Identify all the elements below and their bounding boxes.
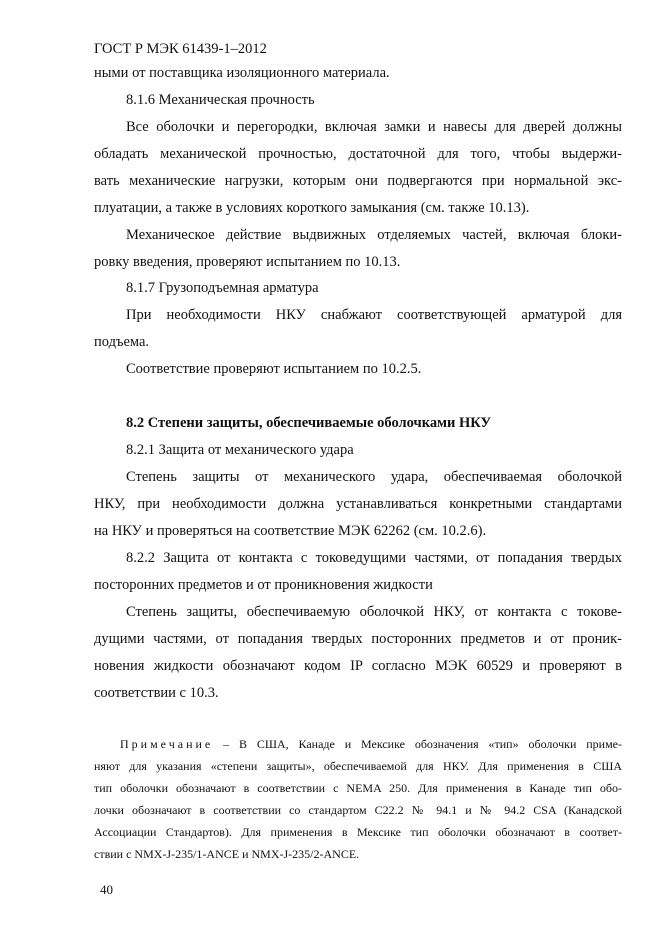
section-heading-8-1-7: 8.1.7 Грузоподъемная арматура: [126, 280, 319, 296]
note-line: ствии с NMX-J-235/1-ANCE и NMX-J-235/2-ANCE.: [94, 847, 360, 861]
body-line: Соответствие проверяют испытанием по 10.2.5.: [126, 361, 422, 377]
note-label: Примечание: [120, 737, 214, 751]
body-line: НКУ, при необходимости должна устанавливаться конкретными стандартами: [94, 496, 622, 512]
body-line: соответствии с 10.3.: [94, 685, 219, 701]
body-line: на НКУ и проверяться на соответствие МЭК 62262 (см. 10.2.6).: [94, 523, 487, 539]
section-heading-8-2-2-cont: посторонних предметов и от проникновения жидкости: [94, 577, 433, 593]
section-heading-8-2: 8.2 Степени защиты, обеспечиваемые оболочками НКУ: [126, 415, 492, 431]
body-line: При необходимости НКУ снабжают соответствующей арматурой для: [126, 307, 622, 323]
page-number: 40: [100, 882, 113, 897]
section-heading-8-1-6: 8.1.6 Механическая прочность: [126, 92, 315, 108]
note-first-rest: – В США, Канаде и Мексике обозначения «тип» оболочки приме-: [213, 737, 622, 751]
note-first-line: [120, 736, 622, 752]
note-line: тип оболочки обозначают в соответствии с NEMA 250. Для применения в Канаде тип обо-: [94, 781, 622, 795]
body-line: обладать механической прочностью, достаточной для того, чтобы выдержи-: [94, 146, 622, 162]
document-header: ГОСТ Р МЭК 61439-1–2012: [94, 41, 267, 57]
body-line: ровку введения, проверяют испытанием по 10.13.: [94, 254, 401, 270]
body-line: Степень защиты от механического удара, обеспечиваемая оболочкой: [126, 469, 622, 485]
body-line: плуатации, а также в условиях короткого замыкания (см. также 10.13).: [94, 200, 530, 216]
body-line: ными от поставщика изоляционного материала.: [94, 65, 390, 81]
note-line: Ассоциации Стандартов). Для применения в Мексике тип оболочки обозначают в соответ-: [94, 825, 622, 839]
body-line: вать механические нагрузки, которым они подвергаются при нормальной экс-: [94, 173, 622, 189]
body-line: Механическое действие выдвижных отделяемых частей, включая блоки-: [126, 227, 622, 243]
body-line: Все оболочки и перегородки, включая замки и навесы для дверей должны: [126, 119, 622, 135]
body-line: подъема.: [94, 334, 150, 350]
body-line: Степень защиты, обеспечиваемую оболочкой НКУ, от контакта с токове-: [126, 604, 622, 620]
note-line: няют для указания «степени защиты», обеспечиваемой для НКУ. Для применения в США: [94, 759, 622, 773]
section-heading-8-2-1: 8.2.1 Защита от механического удара: [126, 442, 354, 458]
section-heading-8-2-2: 8.2.2 Защита от контакта с токоведущими частями, от попадания твердых: [126, 550, 622, 566]
body-line: новения жидкости обозначают кодом IP согласно МЭК 60529 и проверяют в: [94, 658, 622, 674]
note-line: лочки обозначают в соответствии со стандартом C22.2 № 94.1 и № 94.2 CSA (Канадской: [94, 803, 622, 817]
body-line: дущими частями, от попадания твердых посторонних предметов и от проник-: [94, 631, 622, 647]
